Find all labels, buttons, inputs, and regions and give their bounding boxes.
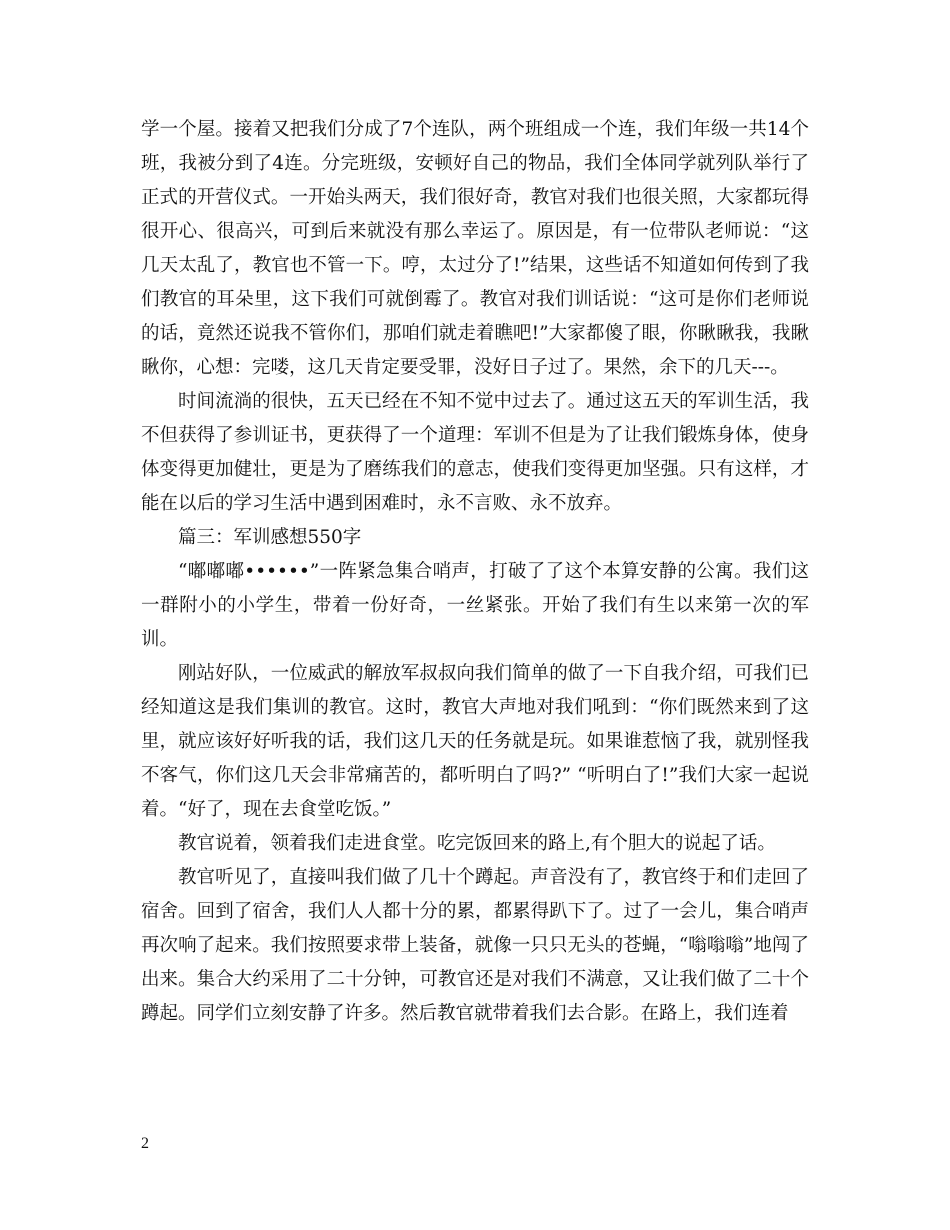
paragraph-1: 学一个屋。接着又把我们分成了7个连队，两个班组成一个连，我们年级一共14个班，我被分到了4连。分完班级，安顿好自己的物品，我们全体同学就列队举行了正式的开营仪式。一开始头两天，我们很好奇，教官对我们也很关照，大家都玩得很开心、很高兴，可到后来就没有那么幸运了。原因是，有一位带队老师说：“这几天太乱了，教官也不管一下。哼，太过分了!”结果，这些话不知道如何传到了我们教官的耳朵里，这下我们可就倒霉了。教官对我们训话说：“这可是你们老师说的话，竟然还说我不管你们，那咱们就走着瞧吧!”大家都傻了眼，你瞅瞅我，我瞅瞅你，心想：完喽，这几天肯定要受罪，没好日子过了。果然，余下的几天---。 (141, 119, 809, 378)
paragraph-4: 刚站好队，一位威武的解放军叔叔向我们简单的做了一下自我介绍，可我们已经知道这是我们集训的教官。这时，教官大声地对我们吼到：“你们既然来到了这里，就应该好好听我的话，我们这几天的任务就是玩。如果谁惹恼了我，就别怪我不客气，你们这几天会非常痛苦的，都听明白了吗?” “听明白了!”我们大家一起说着。“好了，现在去食堂吃饭。” (141, 663, 809, 820)
paragraph-5: 教官说着，领着我们走进食堂。吃完饭回来的路上,有个胆大的说起了话。 (178, 833, 776, 854)
section-heading: 篇三：军训感想550字 (178, 527, 362, 548)
page-number: 2 (141, 1135, 149, 1152)
paragraph-6: 教官听见了，直接叫我们做了几十个蹲起。声音没有了，教官终于和们走回了宿舍。回到了宿舍，我们人人都十分的累，都累得趴下了。过了一会儿，集合哨声再次响了起来。我们按照要求带上装备，就像一只只无头的苍蝇，“嗡嗡嗡”地闯了出来。集合大约采用了二十分钟，可教官还是对我们不满意，又让我们做了二十个蹲起。同学们立刻安静了许多。然后教官就带着我们去合影。在路上，我们连着 (141, 867, 809, 1024)
paragraph-3: “嘟嘟嘟••••••”一阵紧急集合哨声，打破了了这个本算安静的公寓。我们这一群附小的小学生，带着一份好奇，一丝紧张。开始了我们有生以来第一次的军训。 (141, 561, 809, 650)
document-body (141, 113, 809, 1031)
paragraph-2: 时间流淌的很快，五天已经在不知不觉中过去了。通过这五天的军训生活，我不但获得了参训证书，更获得了一个道理：军训不但是为了让我们锻炼身体，使身体变得更加健壮，更是为了磨练我们的意志，使我们变得更加坚强。只有这样，才能在以后的学习生活中遇到困难时，永不言败、永不放弃。 (141, 391, 809, 514)
